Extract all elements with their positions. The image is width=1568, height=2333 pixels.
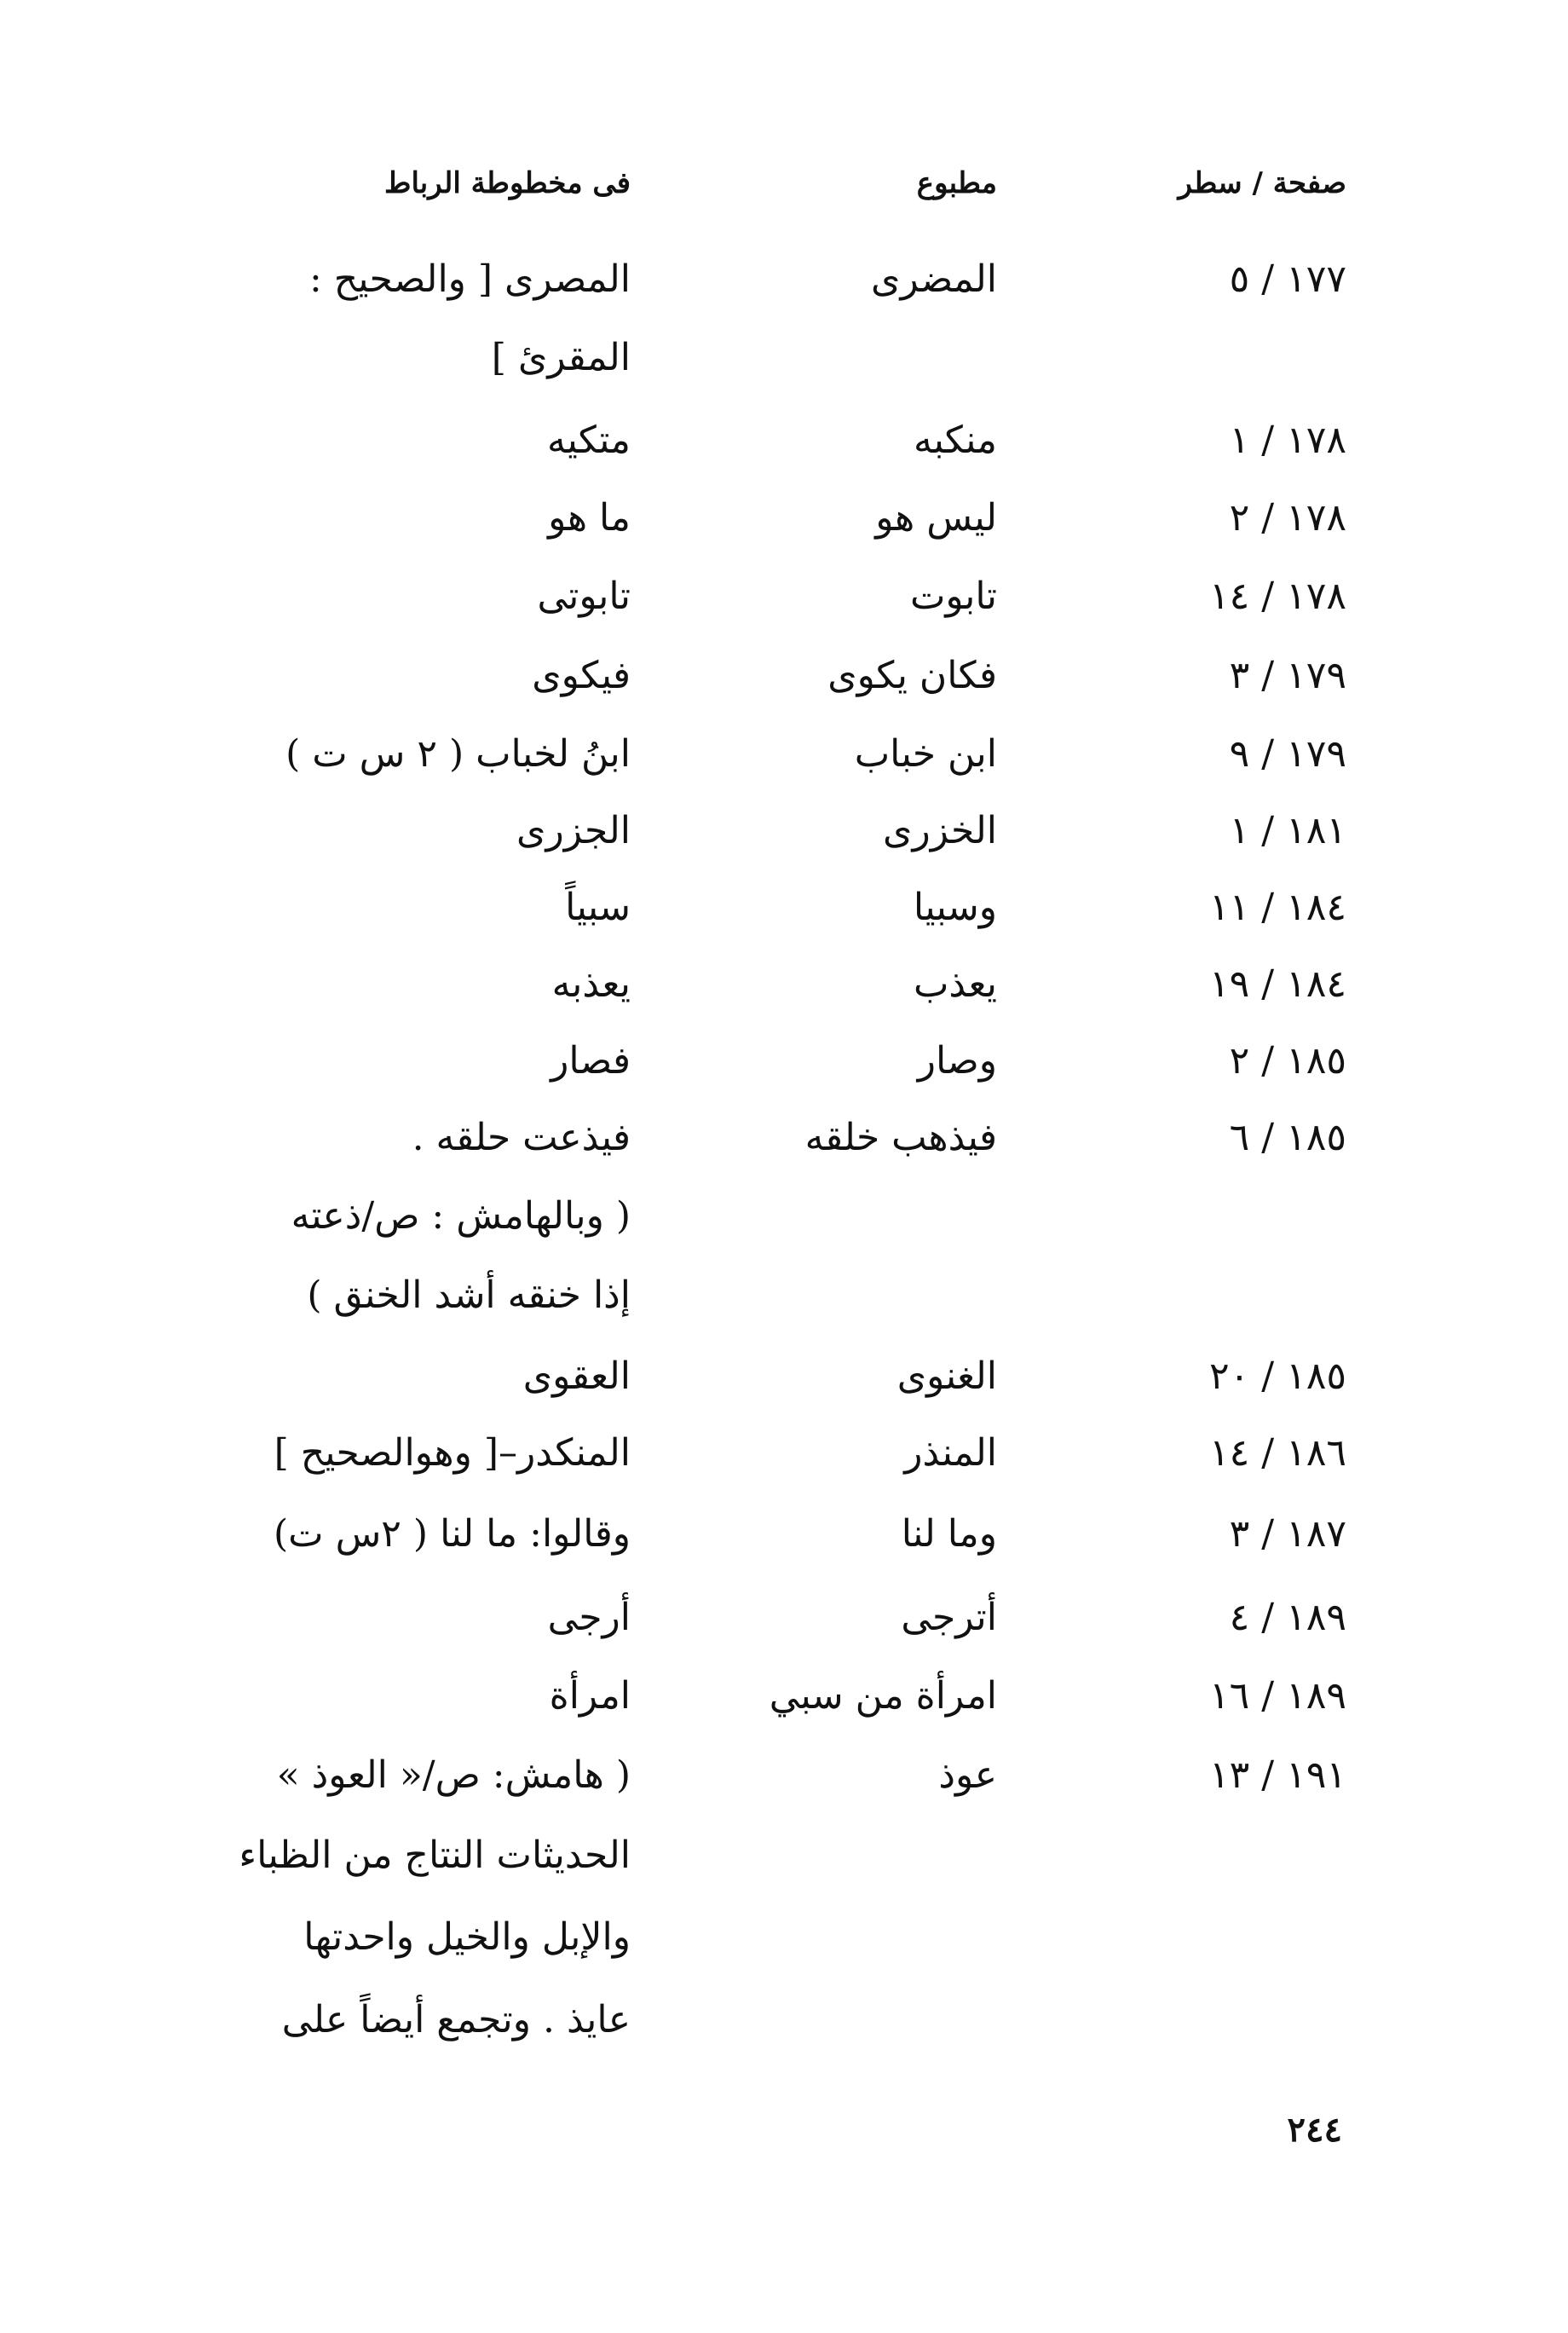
row-ref: ١٨٥ / ٦ bbox=[1229, 1116, 1346, 1159]
row-manuscript: المقرئ ] bbox=[491, 336, 631, 379]
row-manuscript: فصار bbox=[551, 1039, 631, 1083]
row-manuscript: ما هو bbox=[548, 496, 631, 540]
row-ref: ١٨٩ / ٤ bbox=[1229, 1596, 1346, 1639]
row-manuscript: المصرى [ والصحيح : bbox=[308, 257, 631, 301]
row-manuscript: عايذ . وتجمع أيضاً على bbox=[281, 1998, 631, 2041]
row-printed: وما لنا bbox=[901, 1512, 997, 1556]
row-manuscript: ابنُ لخباب ( ٢ س ت ) bbox=[285, 732, 631, 776]
row-ref: ١٨٤ / ١١ bbox=[1209, 886, 1346, 929]
page-number: ٢٤٤ bbox=[1287, 2110, 1342, 2150]
row-manuscript: ( هامش: ص/« العوذ » bbox=[276, 1753, 631, 1797]
row-printed: المنذر bbox=[904, 1431, 997, 1475]
row-manuscript: امرأة bbox=[549, 1674, 631, 1718]
row-ref: ١٨٥ / ٢ bbox=[1229, 1039, 1346, 1083]
row-ref: ١٨١ / ١ bbox=[1229, 809, 1346, 852]
row-printed: ليس هو bbox=[875, 496, 997, 540]
row-ref: ١٧٧ / ٥ bbox=[1229, 257, 1346, 301]
row-ref: ١٧٨ / ١٤ bbox=[1209, 575, 1346, 618]
row-manuscript: يعذبه bbox=[551, 962, 631, 1006]
row-printed: عوذ bbox=[938, 1753, 997, 1797]
row-manuscript: الحديثات النتاج من الظباء bbox=[239, 1833, 631, 1877]
row-manuscript: سبياً bbox=[565, 886, 631, 929]
row-printed: فكان يكوى bbox=[827, 654, 997, 697]
row-ref: ١٨٧ / ٣ bbox=[1229, 1512, 1346, 1556]
row-ref: ١٨٦ / ١٤ bbox=[1209, 1431, 1346, 1475]
row-ref: ١٧٩ / ٣ bbox=[1229, 654, 1346, 697]
header-manuscript: فى مخطوطة الرباط bbox=[384, 166, 631, 200]
header-printed: مطبوع bbox=[916, 166, 997, 200]
row-ref: ١٧٨ / ١ bbox=[1229, 419, 1346, 462]
row-manuscript: العقوى bbox=[522, 1354, 631, 1398]
row-printed: منكبه bbox=[913, 419, 997, 462]
row-printed: وصار bbox=[917, 1039, 997, 1083]
row-printed: تابوت bbox=[909, 575, 997, 618]
row-manuscript: وقالوا: ما لنا ( ٢س ت) bbox=[274, 1512, 631, 1556]
row-ref: ١٨٤ / ١٩ bbox=[1209, 962, 1346, 1006]
row-manuscript: فيكوى bbox=[532, 654, 631, 697]
row-printed: أترجى bbox=[901, 1596, 997, 1639]
row-manuscript: إذا خنقه أشد الخنق ) bbox=[307, 1273, 631, 1317]
row-printed: وسبيا bbox=[913, 886, 997, 929]
row-ref: ١٨٩ / ١٦ bbox=[1209, 1674, 1346, 1718]
row-ref: ١٨٥ / ٢٠ bbox=[1209, 1354, 1346, 1398]
row-printed: يعذب bbox=[914, 962, 997, 1006]
row-printed: فيذهب خلقه bbox=[804, 1116, 997, 1159]
row-printed: المضرى bbox=[871, 257, 997, 301]
row-manuscript: المنكدر–[ وهوالصحيح ] bbox=[274, 1431, 631, 1475]
row-manuscript: فيذعت حلقه . bbox=[412, 1116, 631, 1159]
row-printed: ابن خباب bbox=[854, 732, 997, 776]
row-manuscript: تابوتى bbox=[537, 575, 631, 618]
row-ref: ١٧٩ / ٩ bbox=[1229, 732, 1346, 776]
row-manuscript: والإبل والخيل واحدتها bbox=[303, 1915, 631, 1959]
row-printed: امرأة من سبي bbox=[769, 1674, 997, 1718]
row-ref: ١٩١ / ١٣ bbox=[1209, 1753, 1346, 1797]
row-printed: الخزرى bbox=[883, 809, 997, 852]
header-ref: صفحة / سطر bbox=[1178, 166, 1346, 200]
row-manuscript: ( وبالهامش : ص/ذعته bbox=[291, 1194, 631, 1238]
row-ref: ١٧٨ / ٢ bbox=[1229, 496, 1346, 540]
row-manuscript: أرجى bbox=[547, 1596, 631, 1639]
row-manuscript: الجزرى bbox=[516, 809, 631, 852]
row-printed: الغنوى bbox=[896, 1354, 997, 1398]
row-manuscript: متكيه bbox=[546, 419, 631, 462]
